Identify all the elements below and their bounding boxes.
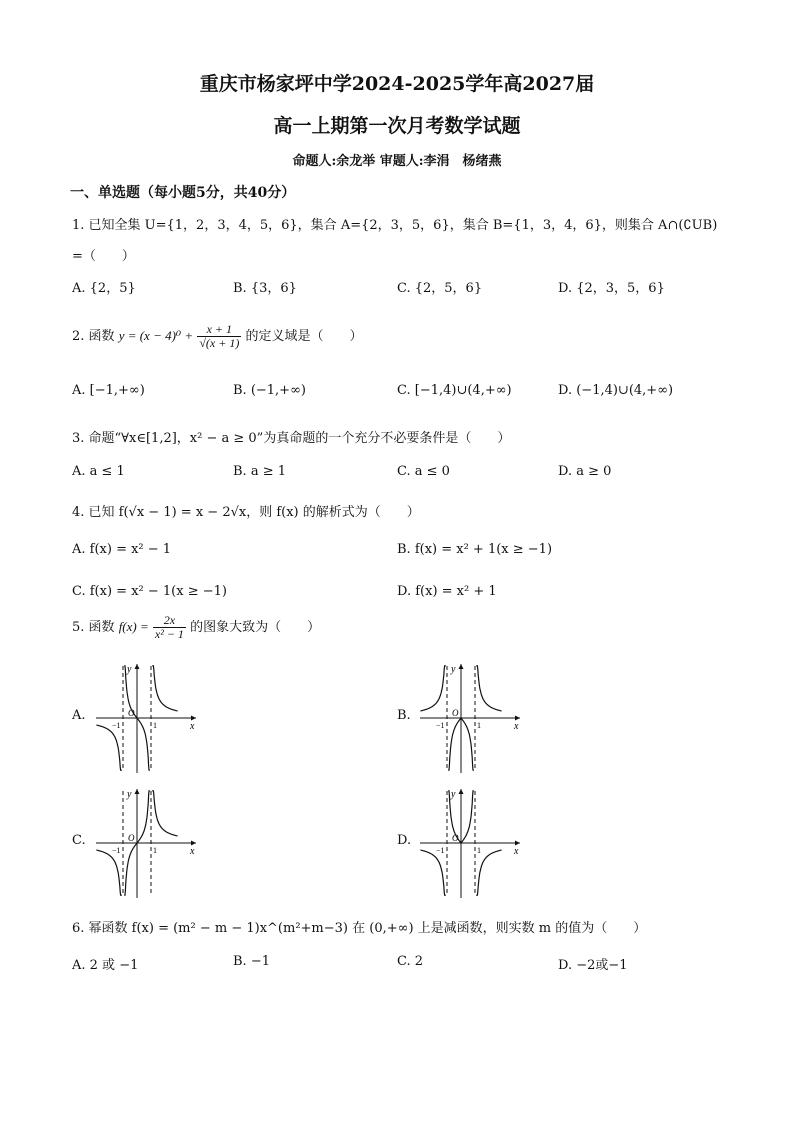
tick-label-1: 1 [477, 846, 481, 855]
question-1-option-a[interactable]: A. {2，5} [72, 281, 136, 296]
question-4-option-a[interactable]: A. f(x) = x² − 1 [72, 542, 172, 557]
curve-branch-3 [152, 791, 178, 836]
question-2-option-d[interactable]: D. (−1,4)∪(4,+∞) [558, 383, 674, 398]
tick-label-minus-1: −1 [436, 846, 445, 855]
exam-title-line2: 高一上期第一次月考数学试题 [273, 115, 521, 137]
question-1-option-b[interactable]: B. {3，6} [233, 281, 297, 296]
y-axis-label: y [451, 664, 456, 675]
question-5-option-c-label[interactable]: C. [72, 833, 86, 848]
question-4-option-c[interactable]: C. f(x) = x² − 1(x ≥ −1) [72, 584, 227, 599]
question-6-option-b[interactable]: B. −1 [233, 954, 270, 969]
question-5-option-a-label[interactable]: A. [72, 708, 86, 723]
question-5-option-d-label[interactable]: D. [397, 833, 412, 848]
question-2-fraction [197, 323, 241, 350]
question-1-stem: 1. 已知全集 U={1，2，3，4，5，6}，集合 A={2，3，5，6}，集合 B={1，3，4，6}，则集合 A∩(∁UB) [72, 218, 718, 233]
question-2-option-a[interactable]: A. [−1,+∞) [72, 383, 145, 398]
question-5-fraction-denominator: x² − 1 [154, 627, 184, 641]
question-3-stem: 3. 命题“∀x∈[1,2]，x² − a ≥ 0”为真命题的一个充分不必要条件是（ ） [72, 431, 511, 446]
question-2-prefix: 2. 函数 [72, 329, 115, 344]
x-axis-arrow [515, 716, 520, 721]
question-3-option-a[interactable]: A. a ≤ 1 [72, 464, 125, 479]
y-axis-arrow [135, 789, 140, 794]
curve-branch-1 [420, 666, 446, 711]
section-heading-single-choice: 一、单选题（每小题5分，共40分） [70, 185, 296, 201]
x-axis-label: x [514, 846, 519, 857]
question-6-option-d[interactable]: D. −2或−1 [558, 958, 628, 973]
tick-label-minus-1: −1 [112, 846, 121, 855]
question-2-suffix: 的定义域是（ ） [245, 329, 363, 344]
origin-label: O [452, 833, 459, 843]
origin-label: O [128, 833, 135, 843]
question-5-option-b-label[interactable]: B. [397, 708, 411, 723]
exam-authors: 命题人:余龙举 审题人:李涓 杨绪燕 [292, 154, 502, 169]
origin-label: O [452, 708, 459, 718]
curve-branch-1 [96, 850, 122, 895]
question-1-option-c[interactable]: C. {2，5，6} [397, 281, 483, 296]
y-axis-arrow [135, 664, 140, 669]
question-5-stem [72, 614, 320, 641]
curve-branch-1 [96, 725, 122, 770]
x-axis-label: x [190, 721, 195, 732]
question-3-option-b[interactable]: B. a ≥ 1 [233, 464, 286, 479]
question-5-fraction [153, 614, 186, 641]
tick-label-minus-1: −1 [436, 721, 445, 730]
question-2-option-c[interactable]: C. [−1,4)∪(4,+∞) [397, 383, 512, 398]
curve-branch-3 [476, 850, 502, 895]
graph-option-a[interactable] [92, 660, 202, 775]
question-5-expression: f(x) = [118, 619, 149, 634]
graph-option-b[interactable] [416, 660, 526, 775]
graph-option-d[interactable] [416, 785, 526, 900]
y-axis-arrow [459, 664, 464, 669]
tick-label-minus-1: −1 [112, 721, 121, 730]
curve-branch-3 [152, 666, 178, 711]
tick-label-1: 1 [153, 846, 157, 855]
tick-label-1: 1 [477, 721, 481, 730]
y-axis-label: y [127, 664, 132, 675]
y-axis-label: y [451, 789, 456, 800]
question-5-prefix: 5. 函数 [72, 620, 115, 635]
question-4-option-b[interactable]: B. f(x) = x² + 1(x ≥ −1) [397, 542, 553, 557]
x-axis-arrow [191, 716, 196, 721]
graph-option-c[interactable] [92, 785, 202, 900]
question-4-stem: 4. 已知 f(√x − 1) = x − 2√x，则 f(x) 的解析式为（ ） [72, 505, 420, 520]
curve-branch-1 [420, 850, 446, 895]
question-3-option-c[interactable]: C. a ≤ 0 [397, 464, 450, 479]
question-2-option-b[interactable]: B. (−1,+∞) [233, 383, 306, 398]
tick-label-1: 1 [153, 721, 157, 730]
question-6-option-a[interactable]: A. 2 或 −1 [72, 958, 139, 973]
x-axis-label: x [514, 721, 519, 732]
x-axis-arrow [515, 841, 520, 846]
y-axis-label: y [127, 789, 132, 800]
origin-label: O [128, 708, 135, 718]
curve-branch-3 [476, 666, 502, 711]
question-6-option-c[interactable]: C. 2 [397, 954, 424, 969]
question-2-fraction-numerator: x + 1 [197, 323, 241, 337]
question-3-option-d[interactable]: D. a ≥ 0 [558, 464, 612, 479]
question-5-fraction-numerator: 2x [153, 614, 186, 628]
x-axis-arrow [191, 841, 196, 846]
question-2-stem [72, 323, 362, 350]
question-4-option-d[interactable]: D. f(x) = x² + 1 [397, 584, 497, 599]
question-1-option-d[interactable]: D. {2，3，5，6} [558, 281, 665, 296]
exam-title-line1: 重庆市杨家坪中学2024-2025学年高2027届 [199, 73, 595, 95]
question-2-expression: y = (x − 4)⁰ + [118, 328, 194, 343]
question-6-stem: 6. 幂函数 f(x) = (m² − m − 1)x^(m²+m−3) 在 (0,+∞) 上是减函数，则实数 m 的值为（ ） [72, 921, 647, 936]
x-axis-label: x [190, 846, 195, 857]
y-axis-arrow [459, 789, 464, 794]
question-2-fraction-denominator: √(x + 1) [199, 336, 240, 350]
question-5-suffix: 的图象大致为（ ） [190, 620, 321, 635]
question-1-stem-cont: =（ ） [72, 249, 135, 264]
